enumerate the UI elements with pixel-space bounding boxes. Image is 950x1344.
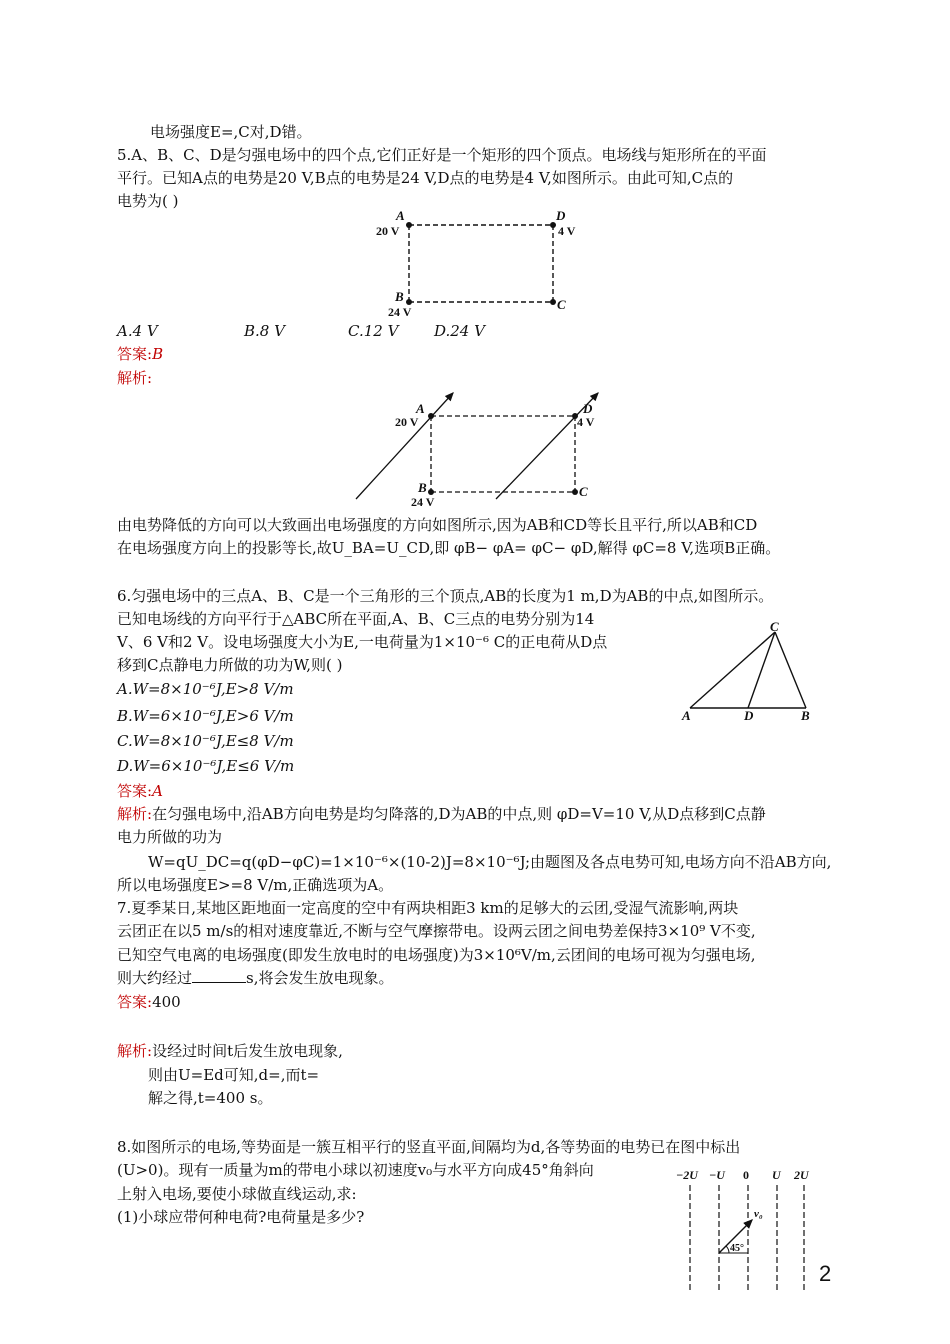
q7-answer-blank (192, 968, 246, 983)
eq-label-minus-u: −U (709, 1168, 725, 1182)
q8-equipotential-figure (672, 1165, 822, 1295)
q5-answer (117, 343, 163, 365)
label-4v: 4 V (558, 224, 576, 238)
q7-line-2: 云团正在以5 m/s的相对速度靠近,不断与空气摩擦带电。设两云团之间电势差保持3×10⁹ V不变, (117, 922, 756, 940)
q5-option-d: D.24 V (434, 322, 485, 340)
tri-label-c: C (770, 620, 779, 634)
q7-answer-value: 400 (152, 993, 181, 1011)
q5-analysis-label: 解析: (117, 369, 153, 387)
q5-line-3: 电势为( ) (117, 192, 179, 210)
q6-line-4: 移到C点静电力所做的功为W,则( ) (117, 656, 343, 674)
q6-analysis-label: 解析: (117, 805, 153, 823)
eq-label-minus-2u: −2U (676, 1168, 698, 1182)
tri-label-b: B (801, 708, 810, 722)
label-24v: 24 V (388, 305, 412, 317)
svg-text:C: C (579, 484, 588, 499)
label-a: A (396, 208, 405, 223)
q6-analysis-line-4: 所以电场强度E>=8 V/m,正确选项为A。 (117, 876, 394, 894)
q5-line-2: 平行。已知A点的电势是20 V,B点的电势是24 V,D点的电势是4 V,如图所示。由此可知,C点的 (117, 169, 734, 187)
q6-analysis-line-3: W=qU_DC=q(φD−φC)=1×10⁻⁶×(10-2)J=8×10⁻⁶J;由题图及各点电势可知,电场方向不沿AB方向, (148, 853, 832, 871)
angle-label: 45° (730, 1243, 744, 1254)
q5-option-c: C.12 V (348, 322, 399, 340)
tri-label-a: A (682, 708, 691, 722)
q6-option-d: D.W=6×10⁻⁶J,E≤6 V/m (117, 757, 295, 775)
q6-line-2: 已知电场线的方向平行于△ABC所在平面,A、B、C三点的电势分别为14 (117, 610, 595, 628)
field-line-left (356, 393, 453, 499)
q6-line-1: 6.匀强电场中的三点A、B、C是一个三角形的三个顶点,AB的长度为1 m,D为AB的中点,如图所示。 (117, 587, 774, 605)
q7-analysis-line-3: 解之得,t=400 s。 (148, 1089, 273, 1107)
page-number: 2 (819, 1261, 832, 1286)
q5-answer-value: B (152, 345, 164, 363)
q7-analysis-line-2: 则由U=Ed可知,d=,而t= (148, 1066, 320, 1084)
q6-triangle-figure (678, 620, 828, 722)
svg-text:A: A (416, 401, 425, 416)
q5-line-1: 5.A、B、C、D是匀强电场中的四个点,它们正好是一个矩形的四个顶点。电场线与矩形所在的平面 (117, 146, 767, 164)
point-c (550, 299, 556, 305)
point-a (406, 222, 412, 228)
velocity-label: v₀ (754, 1208, 763, 1220)
q6-option-c: C.W=8×10⁻⁶J,E≤8 V/m (117, 732, 294, 750)
q8-line-4: (1)小球应带何种电荷?电荷量是多少? (117, 1208, 365, 1226)
label-b: B (395, 289, 404, 304)
q7-line-4: 则大约经过 s,将会发生放电现象。 (117, 969, 394, 987)
q5-analysis-line-1: 由电势降低的方向可以大致画出电场强度的方向如图所示,因为AB和CD等长且平行,所以AB和CD (117, 516, 758, 534)
eq-label-u: U (772, 1168, 781, 1182)
q6-option-b: B.W=6×10⁻⁶J,E>6 V/m (117, 707, 294, 725)
q6-line-3: V、6 V和2 V。设电场强度大小为E,一电荷量为1×10⁻⁶ C的正电荷从D点 (117, 633, 608, 651)
q5-field-figure (348, 385, 608, 510)
q8-line-1: 8.如图所示的电场,等势面是一簇互相平行的竖直平面,间隔均为d,各等势面的电势已在图中标出 (117, 1138, 741, 1156)
q6-analysis-line-1: 解析:在匀强电场中,沿AB方向电势是均匀降落的,D为AB的中点,则 φD=V=10 V,从D点移到C点静 (117, 805, 766, 823)
q5-rectangle-figure (370, 207, 580, 317)
svg-text:4 V: 4 V (577, 415, 595, 429)
q7-analysis-line-1: 解析:设经过时间t后发生放电现象, (117, 1042, 343, 1060)
q6-answer-value: A (152, 782, 163, 800)
q5-analysis-line-2: 在电场强度方向上的投影等长,故U_BA=U_CD,即 φB− φA= φC− φD,解得 φC=8 V,选项B正确。 (117, 539, 781, 557)
label-20v: 20 V (376, 224, 400, 238)
q7-line-3: 已知空气电离的电场强度(即发生放电时的电场强度)为3×10⁶V/m,云团间的电场可视为匀强电场, (117, 946, 756, 964)
q6-answer-label: 答案: (117, 782, 153, 800)
q8-line-2: (U>0)。现有一质量为m的带电小球以初速度v₀与水平方向成45°角斜向 (117, 1161, 594, 1179)
q7-line-1: 7.夏季某日,某地区距地面一定高度的空中有两块相距3 km的足够大的云团,受湿气流影响,两块 (117, 899, 739, 917)
q5-option-b: B.8 V (244, 322, 285, 340)
intro-line: 电场强度E=,C对,D错。 (150, 123, 312, 141)
q8-line-3: 上射入电场,要使小球做直线运动,求: (117, 1185, 357, 1203)
label-c: C (557, 297, 566, 312)
label-d: D (556, 208, 566, 223)
svg-text:D: D (583, 401, 593, 416)
q6-analysis-line-2: 电力所做的功为 (117, 828, 223, 846)
tri-label-d: D (744, 708, 754, 722)
q6-answer (117, 780, 163, 802)
q7-answer-label: 答案: (117, 993, 153, 1011)
q7-analysis-label: 解析: (117, 1042, 153, 1060)
eq-label-zero: 0 (743, 1168, 749, 1182)
svg-text:B: B (418, 480, 427, 495)
q7-answer (117, 991, 181, 1013)
eq-label-2u: 2U (794, 1168, 809, 1182)
svg-text:24 V: 24 V (411, 495, 435, 509)
svg-text:20 V: 20 V (395, 415, 419, 429)
q5-answer-label: 答案: (117, 345, 153, 363)
q5-option-a: A.4 V (117, 322, 158, 340)
q6-option-a: A.W=8×10⁻⁶J,E>8 V/m (117, 680, 294, 698)
